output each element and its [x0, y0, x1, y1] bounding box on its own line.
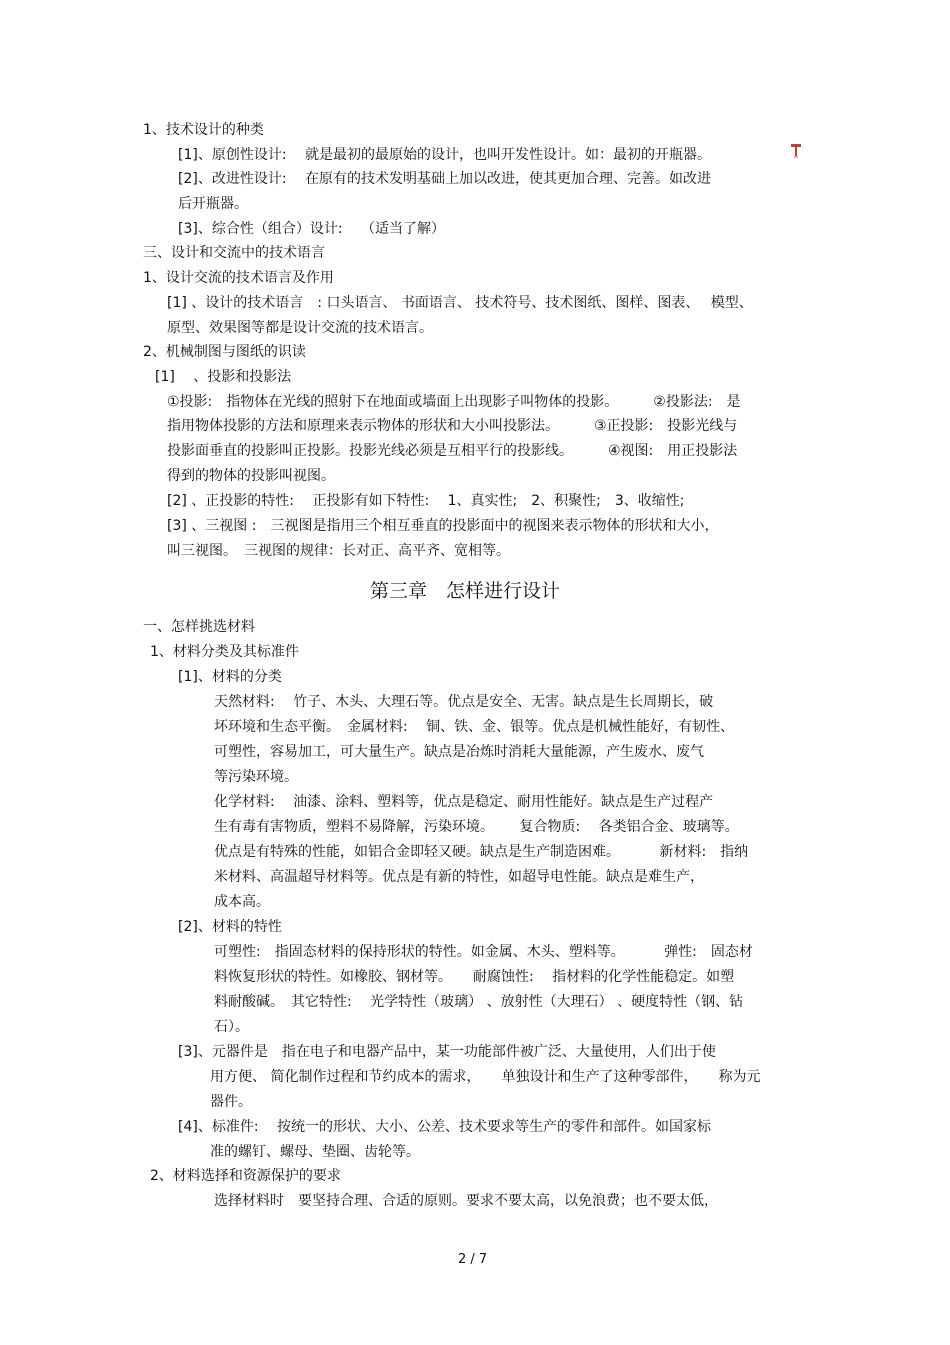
text-line: [3] 、三视图 : 三视图是指用三个相互垂直的投影面中的视图来表示物体的形状和大小， — [167, 518, 719, 534]
text-line: 可塑性: 指固态材料的保持形状的特性。如金属、木头、塑料等。 弹性: 固态材 — [214, 944, 753, 960]
text-line: 化学材料: 油漆、涂料、塑料等，优点是稳定、耐用性能好。缺点是生产过程产 — [214, 794, 714, 810]
text-line: 1、技术设计的种类 — [143, 122, 264, 138]
text-line: 等污染环境。 — [214, 769, 298, 785]
text-line: 用方便、 简化制作过程和节约成本的需求， 单独设计和生产了这种零部件， 称为元 — [210, 1069, 761, 1085]
text-line: 三、设计和交流中的技术语言 — [143, 245, 325, 261]
text-line: [1] 、投影和投影法 — [155, 369, 292, 385]
text-line: [3]、综合性（组合）设计: （适当了解） — [178, 221, 445, 237]
text-line: 准的螺钉、螺母、垫圈、齿轮等。 — [210, 1144, 420, 1160]
text-line: 米材料、高温超导材料等。优点是有新的特性，如超导电性能。缺点是难生产， — [214, 869, 704, 885]
chapter-title: 第三章 怎样进行设计 — [370, 580, 561, 602]
text-line: 1、设计交流的技术语言及作用 — [143, 270, 334, 286]
text-line: [1] 、设计的技术语言 : 口头语言、 书面语言、 技术符号、技术图纸、图样、图表、 模型、 — [167, 295, 753, 311]
text-line: 天然材料: 竹子、木头、大理石等。优点是安全、无害。缺点是生长周期长，破 — [214, 694, 714, 710]
text-line: [2]、材料的特性 — [178, 919, 282, 935]
page-number: 2 / 7 — [458, 1252, 488, 1267]
text-line: 2、材料选择和资源保护的要求 — [150, 1168, 341, 1184]
text-line: 一、怎样挑选材料 — [143, 619, 255, 635]
text-line: [1]、材料的分类 — [178, 669, 282, 685]
text-line: 料耐酸碱。 其它特性: 光学特性（玻璃） 、放射性（大理石） 、硬度特性（钢、钻 — [214, 994, 744, 1010]
text-line: [1]、原创性设计: 就是最初的最原始的设计，也叫开发性设计。如：最初的开瓶器。 — [178, 147, 711, 163]
text-line: 器件。 — [210, 1094, 252, 1110]
text-line: 1、材料分类及其标准件 — [150, 644, 299, 660]
text-line: [4]、标准件: 按统一的形状、大小、公差、技术要求等生产的零件和部件。如国家标 — [178, 1119, 711, 1135]
text-line: 得到的物体的投影叫视图。 — [167, 468, 335, 484]
text-line: 投影面垂直的投影叫正投影。投影光线必须是互相平行的投影线。 ④视图: 用正投影法 — [167, 443, 738, 459]
text-line: 优点是有特殊的性能，如铝合金即轻又硬。缺点是生产制造困难。 新材料: 指纳 — [214, 844, 749, 860]
text-line: 叫三视图。 三视图的规律：长对正、高平齐、宽相等。 — [167, 543, 510, 559]
text-line: 指用物体投影的方法和原理来表示物体的形状和大小叫投影法。 ③正投影: 投影光线与 — [167, 418, 738, 434]
text-line: 后开瓶器。 — [178, 196, 248, 212]
text-line: 石）。 — [214, 1019, 249, 1035]
text-line: 可塑性，容易加工，可大量生产。缺点是冶炼时消耗大量能源，产生废水、废气 — [214, 744, 704, 760]
text-line: [2]、改进性设计: 在原有的技术发明基础上加以改进，使其更加合理、完善。如改进 — [178, 171, 711, 187]
text-line: ①投影: 指物体在光线的照射下在地面或墙面上出现影子叫物体的投影。 ②投影法: 是 — [167, 394, 741, 410]
text-line: 生有毒有害物质，塑料不易降解，污染环境。 复合物质: 各类铝合金、玻璃等。 — [214, 819, 739, 835]
text-line: 成本高。 — [214, 894, 270, 910]
text-line: 2、机械制图与图纸的识读 — [143, 344, 306, 360]
text-line: 坏环境和生态平衡。 金属材料: 铜、铁、金、银等。优点是机械性能好，有韧性、 — [214, 719, 735, 735]
text-line: [2] 、正投影的特性: 正投影有如下特性: 1、真实性; 2、积聚性; 3、收缩性; — [167, 493, 685, 509]
text-line: 选择材料时 要坚持合理、合适的原则。要求不要太高，以免浪费；也不要太低， — [214, 1193, 718, 1209]
text-line: 原型、效果图等都是设计交流的技术语言。 — [167, 320, 433, 336]
text-line: 料恢复形状的特性。如橡胶、钢材等。 耐腐蚀性: 指材料的化学性能稳定。如塑 — [214, 969, 735, 985]
text-line: [3]、元器件是 指在电子和电器产品中，某一功能部件被广泛、大量使用，人们出于使 — [178, 1044, 716, 1060]
pin-icon — [789, 143, 803, 159]
